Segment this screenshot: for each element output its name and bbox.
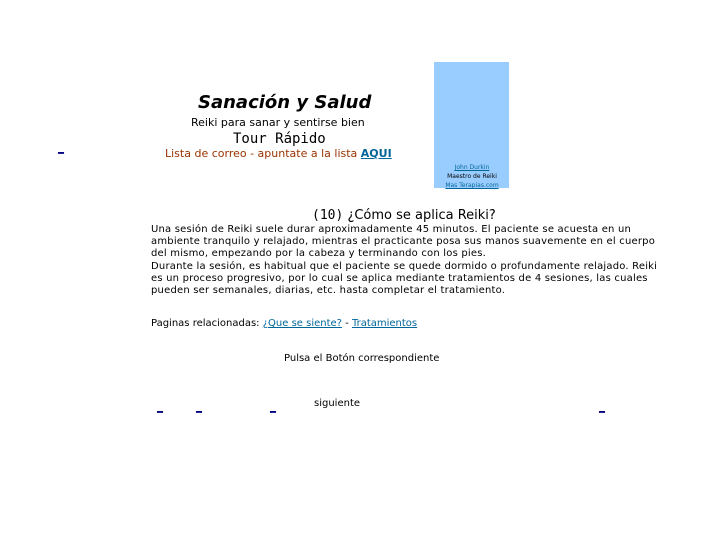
- nav-button-1[interactable]: _: [157, 399, 163, 413]
- related-separator: -: [341, 318, 352, 329]
- page-subtitle: Reiki para sanar y sentirse bien: [191, 116, 365, 129]
- question-heading: [312, 208, 496, 223]
- nav-button-3[interactable]: _: [270, 399, 276, 413]
- question-text: ¿Cómo se aplica Reiki?: [343, 208, 496, 223]
- question-number: (10): [312, 208, 344, 223]
- master-role: Maestro de Reiki: [447, 173, 497, 180]
- article-paragraph-1: Una sesión de Reiki suele durar aproximadamente 45 minutos. El paciente se acuesta en un ambiente tranquilo y relajado, mientras el practicante posa sus manos suavemente en el cuerpo del mismo, empezando por la cabeza y terminando con los pies.: [151, 224, 656, 260]
- site-link[interactable]: Mas Terapias.com: [445, 182, 499, 189]
- article-paragraph-2: Durante la sesión, es habitual que el paciente se quede dormido o profundamente relajado. Reiki es un proceso progresivo, por lo cual se aplica mediante tratamientos de 4 sesiones, las cuales pueden ser semanales, diarias, etc. hasta completar el tratamiento.: [151, 260, 658, 297]
- related-label: Paginas relacionadas:: [151, 318, 263, 329]
- nav-instruction: Pulsa el Botón correspondiente: [284, 353, 440, 364]
- article-body: [151, 224, 661, 297]
- reiki-master-block: [436, 163, 508, 190]
- related-link-tratamientos[interactable]: Tratamientos: [351, 318, 418, 329]
- related-pages: [151, 318, 417, 329]
- mailing-list-link[interactable]: AQUI: [360, 147, 392, 160]
- nav-button-4[interactable]: _: [599, 399, 605, 413]
- mailing-list-text: Lista de correo - apuntate a la lista: [165, 147, 361, 160]
- mailing-list-line: [165, 147, 392, 160]
- master-name-link[interactable]: John Durkin: [454, 164, 490, 171]
- related-link-que-se-siente[interactable]: ¿Que se siente?: [262, 318, 342, 329]
- next-label: siguiente: [314, 398, 361, 409]
- nav-button-2[interactable]: _: [196, 399, 202, 413]
- left-nav-link[interactable]: _: [58, 140, 64, 154]
- page-title: Sanación y Salud: [198, 92, 372, 113]
- tour-heading: Tour Rápido: [233, 131, 326, 147]
